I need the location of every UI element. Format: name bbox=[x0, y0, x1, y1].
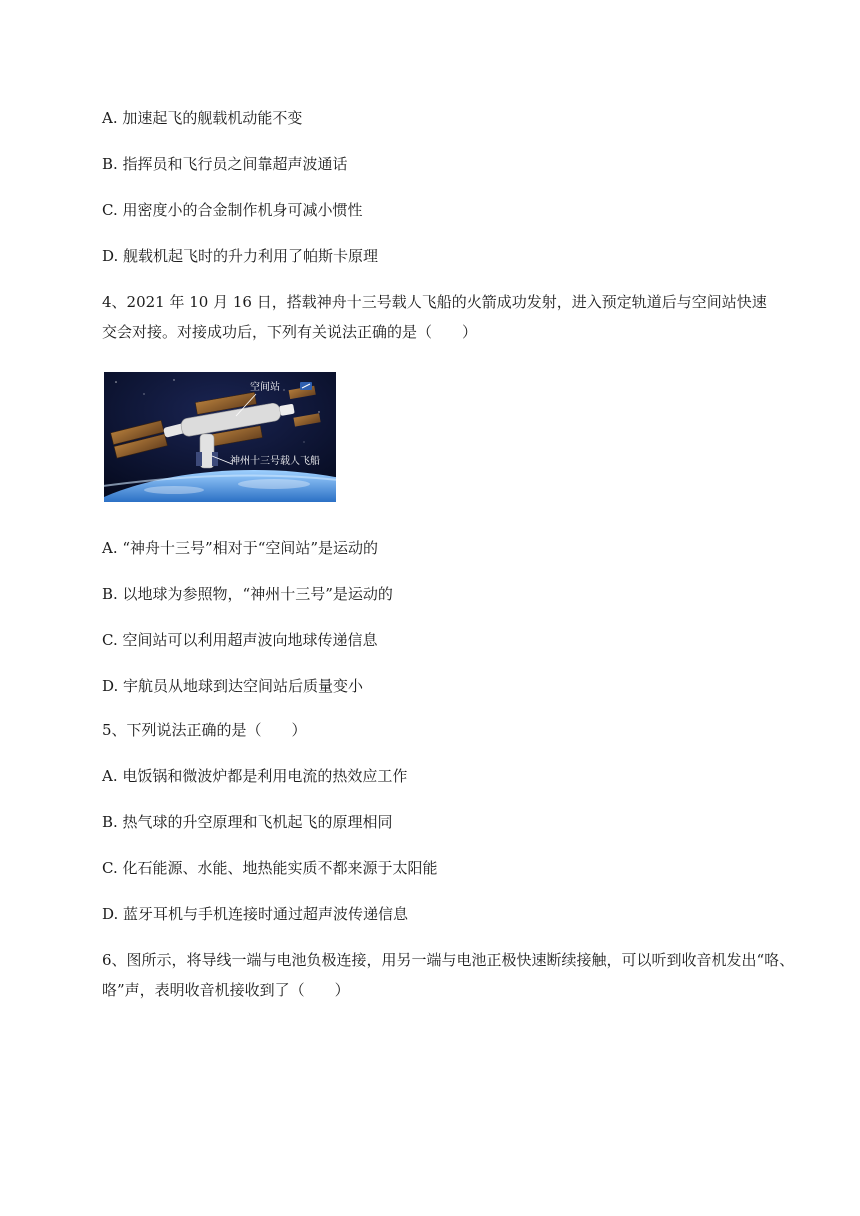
q3-option-c: C. 用密度小的合金制作机身可减小惯性 bbox=[102, 201, 363, 219]
q6-stem-line1: 6、图所示，将导线一端与电池负极连接，用另一端与电池正极快速断续接触，可以听到收音机发出“咯、 bbox=[102, 951, 795, 969]
q5-option-d: D. 蓝牙耳机与手机连接时通过超声波传递信息 bbox=[102, 905, 409, 923]
label-space-station: 空间站 bbox=[250, 382, 280, 393]
q3-option-d: D. 舰载机起飞时的升力利用了帕斯卡原理 bbox=[102, 247, 379, 265]
space-station-figure bbox=[104, 372, 336, 502]
space-station-image bbox=[104, 372, 336, 502]
q5-option-b: B. 热气球的升空原理和飞机起飞的原理相同 bbox=[102, 813, 393, 831]
label-shenzhou-13: 神州十三号载人飞船 bbox=[230, 456, 320, 467]
china-manned-space-logo-icon bbox=[300, 382, 312, 390]
q3-option-b: B. 指挥员和飞行员之间靠超声波通话 bbox=[102, 155, 348, 173]
q5-option-a: A. 电饭锅和微波炉都是利用电流的热效应工作 bbox=[102, 767, 408, 785]
q4-stem-line1: 4、2021 年 10 月 16 日，搭载神舟十三号载人飞船的火箭成功发射，进入预定轨道后与空间站快速 bbox=[102, 293, 767, 311]
q3-option-a: A. 加速起飞的舰载机动能不变 bbox=[102, 109, 303, 127]
q4-option-d: D. 宇航员从地球到达空间站后质量变小 bbox=[102, 677, 364, 695]
q4-option-b: B. 以地球为参照物，“神州十三号”是运动的 bbox=[102, 585, 393, 603]
q5-stem: 5、下列说法正确的是（ ） bbox=[102, 721, 307, 739]
q4-option-a: A. “神舟十三号”相对于“空间站”是运动的 bbox=[102, 539, 379, 557]
q6-stem-line2: 咯”声，表明收音机接收到了（ ） bbox=[102, 981, 350, 999]
q4-option-c: C. 空间站可以利用超声波向地球传递信息 bbox=[102, 631, 378, 649]
q5-option-c: C. 化石能源、水能、地热能实质不都来源于太阳能 bbox=[102, 859, 438, 877]
q4-stem-line2: 交会对接。对接成功后，下列有关说法正确的是（ ） bbox=[102, 323, 478, 341]
